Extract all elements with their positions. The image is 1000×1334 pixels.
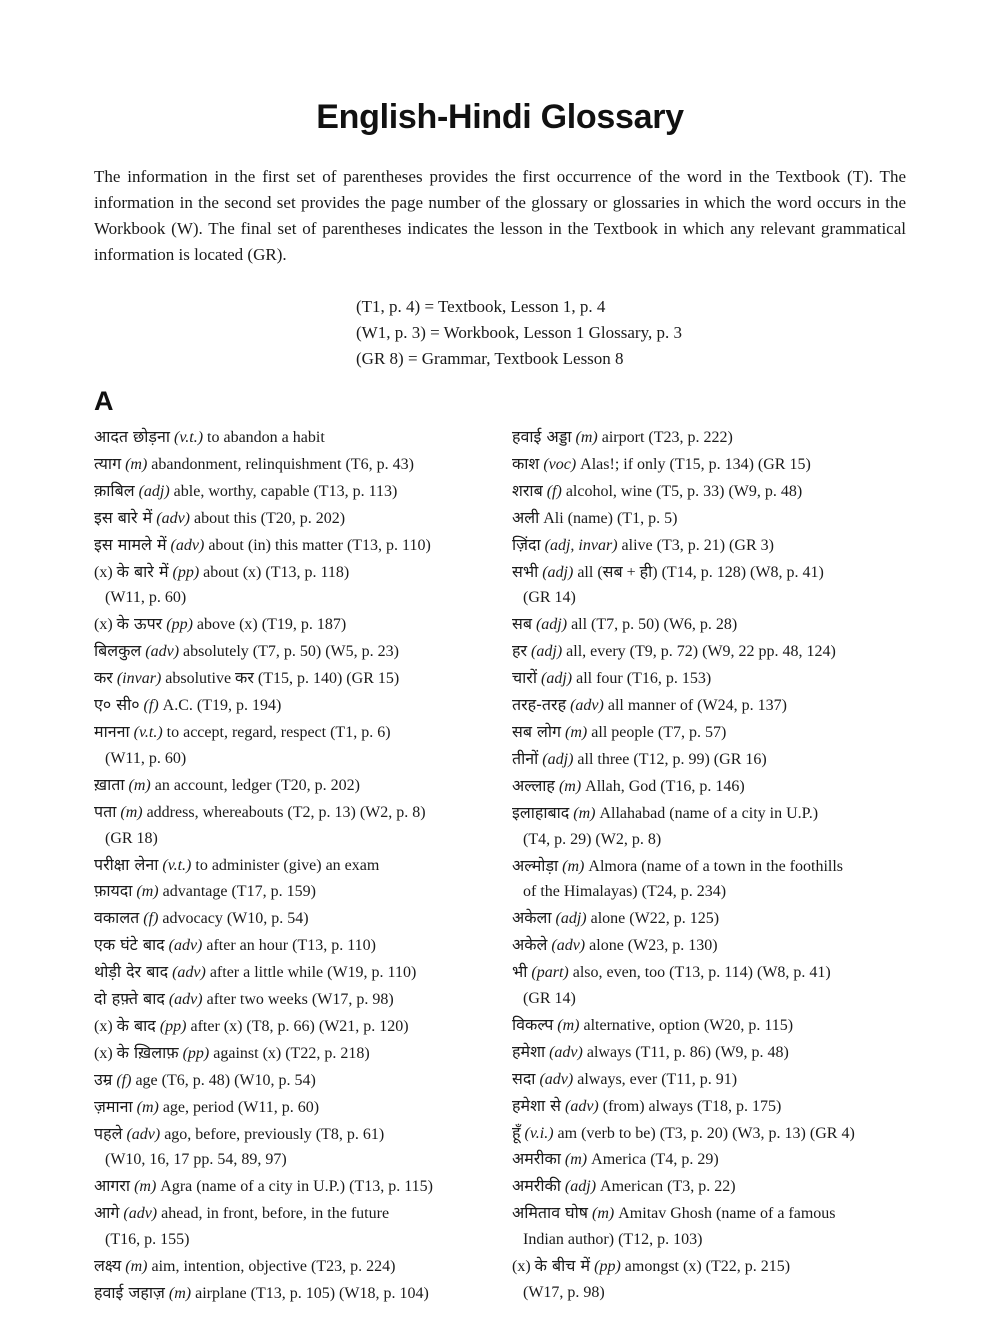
entry-headword: के बारे में [116, 561, 169, 581]
entry-definition: (W17, p. 98) [523, 1284, 605, 1301]
entry-headword: लक्ष्य [94, 1256, 122, 1276]
entry-headword: के बीच में [534, 1256, 591, 1276]
glossary-entry [94, 505, 494, 532]
entry-part-of-speech: (adj) [542, 750, 574, 768]
entry-definition: always (T11, p. 86) (W9, p. 48) [586, 1043, 789, 1061]
glossary-entry [94, 559, 494, 612]
entry-definition: Agra (name of a city in U.P.) (T13, p. 115) [160, 1178, 433, 1196]
entry-headword: त्याग [94, 453, 122, 473]
entry-headword: तीनों [512, 748, 539, 768]
entry-part-of-speech: (adv) [126, 1125, 161, 1143]
entry-definition: Alas!; if only (T15, p. 134) (GR 15) [580, 455, 811, 473]
legend-line: (W1, p. 3) = Workbook, Lesson 1 Glossary, p. 3 [356, 323, 682, 342]
entry-part-of-speech: (f) [546, 482, 562, 500]
entry-headword: हवाई अड्डा [512, 427, 572, 446]
left-column [94, 424, 494, 1307]
entry-headword: काश [512, 453, 540, 473]
entry-part-of-speech: (part) [531, 964, 569, 982]
entry-definition: address, whereabouts (T2, p. 13) (W2, p. 8) [146, 803, 426, 821]
glossary-entry [94, 451, 494, 478]
entry-definition: after an hour (T13, p. 110) [206, 937, 376, 955]
entry-headword: मानना [94, 721, 130, 741]
glossary-entry [94, 1040, 494, 1067]
entry-part-of-speech: (voc) [543, 455, 577, 473]
entry-part-of-speech: (m) [565, 723, 588, 741]
entry-headword: सब लोग [512, 721, 562, 741]
entry-headword: के बाद [116, 1015, 156, 1035]
entry-definition: advocacy (W10, p. 54) [162, 910, 309, 928]
entry-definition: age (T6, p. 48) (W10, p. 54) [135, 1071, 316, 1089]
entry-definition: amongst (x) (T22, p. 215) [624, 1258, 791, 1276]
entry-headword: फ़ायदा [94, 881, 133, 901]
entry-part-of-speech: (pp) [159, 1017, 187, 1035]
entry-definition: ago, before, previously (T8, p. 61) [164, 1125, 385, 1143]
entry-definition: (GR 14) [523, 589, 576, 607]
entry-part-of-speech: (m) [575, 429, 598, 446]
entry-part-of-speech: (invar) [116, 670, 162, 688]
glossary-entry [512, 532, 912, 559]
entry-definition: advantage (T17, p. 159) [162, 883, 316, 901]
glossary-entry [512, 1039, 912, 1066]
entry-headword: इस मामले में [94, 534, 167, 554]
entry-part-of-speech: (m) [564, 1151, 588, 1169]
entry-definition: all (T7, p. 50) (W6, p. 28) [571, 616, 738, 634]
glossary-entry [512, 451, 912, 478]
glossary-entry [94, 665, 494, 692]
glossary-entry [94, 478, 494, 505]
glossary-entry [94, 878, 494, 905]
glossary-entry [512, 1200, 912, 1253]
entry-part-of-speech: (adj, invar) [544, 536, 618, 554]
entry-headword: अल्लाह [512, 775, 555, 795]
entry-definition: (T4, p. 29) (W2, p. 8) [523, 830, 662, 848]
entry-headword: हमेशा [512, 1041, 546, 1061]
entry-part-of-speech: (adv) [565, 1097, 599, 1115]
entry-headword: ख़ाता [94, 774, 125, 794]
entry-definition: (W11, p. 60) [105, 589, 187, 607]
entry-headword: आगे [94, 1203, 120, 1223]
entry-definition: all, every (T9, p. 72) (W9, 22 pp. 48, 124) [566, 643, 836, 661]
entry-definition: to accept, regard, respect (T1, p. 6) [166, 723, 391, 741]
entry-definition: to administer (give) an exam [195, 856, 380, 874]
entry-definition: against (x) (T22, p. 218) [213, 1044, 370, 1062]
glossary-entry [512, 1120, 912, 1147]
entry-part-of-speech: (pp) [182, 1044, 210, 1062]
entry-headword: तरह-तरह [512, 695, 567, 715]
glossary-entry [94, 719, 494, 772]
entry-headword: सदा [512, 1068, 536, 1088]
entry-headword: वकालत [94, 908, 140, 928]
entry-definition: (from) always (T18, p. 175) [602, 1097, 782, 1115]
entry-part-of-speech: (adv) [123, 1205, 158, 1223]
glossary-entry [512, 959, 912, 1012]
glossary-entry [94, 424, 494, 451]
entry-definition: America (T4, p. 29) [591, 1151, 719, 1169]
entry-definition: all manner of (W24, p. 137) [607, 697, 787, 715]
glossary-entry [512, 665, 912, 692]
entry-part-of-speech: (adv) [551, 937, 586, 955]
entry-headword: भी [512, 962, 528, 982]
entry-definition: Almora (name of a town in the foothills [588, 857, 843, 875]
entry-definition: after a little while (W19, p. 110) [209, 964, 417, 982]
entry-part-of-speech: (adv) [156, 509, 191, 527]
entry-definition: alone (W22, p. 125) [590, 910, 720, 928]
entry-definition: all people (T7, p. 57) [591, 723, 727, 741]
entry-headword: क़ाबिल [94, 480, 135, 500]
entry-part-of-speech: (m) [558, 777, 582, 795]
glossary-entry [512, 505, 912, 532]
entry-headword: सभी [512, 561, 539, 581]
entry-part-of-speech: (pp) [166, 616, 193, 634]
entry-headword: के ऊपर [116, 614, 163, 634]
glossary-entry [94, 692, 494, 719]
page-title: English-Hindi Glossary [316, 98, 684, 136]
entry-definition: able, worthy, capable (T13, p. 113) [173, 482, 398, 500]
legend-line: (T1, p. 4) = Textbook, Lesson 1, p. 4 [356, 297, 606, 316]
glossary-entry [94, 638, 494, 665]
glossary-entry [512, 478, 912, 505]
glossary-entry [512, 692, 912, 719]
right-column [512, 424, 912, 1306]
entry-part-of-speech: (adj) [541, 670, 573, 688]
entry-headword: चारों [512, 668, 537, 688]
entry-part-of-speech: (m) [562, 857, 585, 875]
entry-part-of-speech: (m) [136, 883, 159, 901]
entry-definition: alive (T3, p. 21) (GR 3) [621, 536, 774, 554]
entry-definition: Allah, God (T16, p. 146) [585, 777, 745, 795]
entry-part-of-speech: (m) [557, 1016, 580, 1034]
entry-definition: about (in) this matter (T13, p. 110) [208, 536, 431, 554]
entry-definition: alternative, option (W20, p. 115) [583, 1016, 794, 1034]
entry-definition: Indian author) (T12, p. 103) [523, 1231, 703, 1249]
entry-headword: पता [94, 801, 117, 821]
glossary-entry [94, 1121, 494, 1174]
glossary-entry [512, 905, 912, 932]
glossary-entry [94, 1094, 494, 1121]
entry-headword: शराब [512, 480, 543, 500]
entry-headword: ज़िंदा [512, 534, 541, 554]
entry-headword: एक घंटे बाद [94, 935, 165, 955]
entry-headword: थोड़ी देर बाद [94, 962, 169, 982]
entry-definition: after two weeks (W17, p. 98) [206, 991, 394, 1009]
entry-definition: American (T3, p. 22) [600, 1178, 736, 1196]
entry-part-of-speech: (m) [573, 804, 596, 822]
glossary-entry [94, 1253, 494, 1280]
glossary-entry [512, 932, 912, 959]
entry-headword: अमरीका [512, 1149, 561, 1169]
entry-definition: an account, ledger (T20, p. 202) [154, 776, 360, 794]
entry-headword: इस बारे में [94, 507, 153, 527]
glossary-entry [512, 719, 912, 746]
entry-headword: विकल्प [512, 1014, 554, 1034]
entry-headword: अल्मोड़ा [512, 855, 559, 875]
entry-part-of-speech: (v.t.) [174, 429, 204, 446]
glossary-entry [512, 424, 912, 451]
entry-headword: अकेला [512, 908, 552, 928]
glossary-entry [512, 638, 912, 665]
entry-definition: all (सब + ही) (T14, p. 128) (W8, p. 41) [577, 563, 824, 581]
entry-definition: alone (W23, p. 130) [589, 937, 718, 955]
entry-definition: to abandon a habit [207, 429, 325, 446]
entry-part-of-speech: (adv) [570, 697, 604, 715]
entry-headword: आदत छोड़ना [94, 427, 170, 446]
glossary-entry [94, 532, 494, 559]
entry-part-of-speech: (v.i.) [524, 1124, 554, 1142]
glossary-entry [512, 773, 912, 800]
entry-part-of-speech: (pp) [172, 563, 200, 581]
entry-definition: ahead, in front, before, in the future [161, 1205, 390, 1223]
entry-object-marker: (x) [94, 616, 117, 634]
entry-headword: अमरीकी [512, 1176, 561, 1196]
entry-headword: हूँ [512, 1122, 521, 1142]
entry-definition: all three (T12, p. 99) (GR 16) [577, 750, 767, 768]
entry-part-of-speech: (adj) [138, 482, 170, 500]
entry-object-marker: (x) [512, 1258, 535, 1276]
entry-part-of-speech: (m) [592, 1205, 615, 1223]
entry-headword: परीक्षा लेना [94, 854, 159, 874]
entry-headword: हर [512, 641, 528, 661]
entry-definition: airplane (T13, p. 105) (W18, p. 104) [195, 1285, 429, 1302]
glossary-entry [512, 1012, 912, 1039]
entry-headword: कर [94, 668, 113, 688]
entry-definition: absolutive कर (T15, p. 140) (GR 15) [165, 670, 400, 688]
entry-part-of-speech: (adv) [145, 643, 180, 661]
entry-definition: (GR 18) [105, 829, 158, 847]
entry-part-of-speech: (f) [116, 1071, 132, 1089]
glossary-entry [94, 772, 494, 799]
glossary-entry [94, 932, 494, 959]
entry-definition: also, even, too (T13, p. 114) (W8, p. 41) [572, 964, 831, 982]
entry-part-of-speech: (f) [143, 697, 159, 715]
entry-definition: Allahabad (name of a city in U.P.) [599, 804, 819, 822]
glossary-entry [94, 905, 494, 932]
entry-headword: सब [512, 614, 532, 634]
glossary-entry [94, 611, 494, 638]
entry-definition: (GR 14) [523, 990, 576, 1008]
entry-part-of-speech: (adv) [549, 1043, 583, 1061]
entry-definition: airport (T23, p. 222) [601, 429, 733, 446]
entry-part-of-speech: (m) [136, 1098, 159, 1116]
entry-headword: अकेले [512, 935, 548, 955]
entry-part-of-speech: (m) [168, 1285, 192, 1302]
entry-part-of-speech: (adv) [539, 1070, 574, 1088]
entry-headword: बिलकुल [94, 641, 142, 661]
entry-part-of-speech: (m) [120, 803, 143, 821]
entry-part-of-speech: (adj) [531, 643, 563, 661]
entry-definition: (W10, 16, 17 pp. 54, 89, 97) [105, 1151, 287, 1169]
entry-definition: aim, intention, objective (T23, p. 224) [151, 1258, 396, 1276]
entry-part-of-speech: (pp) [594, 1258, 621, 1276]
glossary-entry [512, 559, 912, 612]
glossary-entry [512, 1093, 912, 1120]
entry-object-marker: (x) [94, 1044, 117, 1062]
entry-headword: ज़माना [94, 1096, 133, 1116]
entry-definition: above (x) (T19, p. 187) [196, 616, 347, 634]
entry-definition: of the Himalayas) (T24, p. 234) [523, 883, 727, 901]
entry-part-of-speech: (adv) [172, 964, 206, 982]
entry-part-of-speech: (m) [134, 1178, 157, 1196]
glossary-entry [94, 1173, 494, 1200]
entry-object-marker: (x) [94, 563, 117, 581]
entry-definition: Amitav Ghosh (name of a famous [618, 1205, 836, 1223]
glossary-entry [94, 1013, 494, 1040]
entry-definition: A.C. (T19, p. 194) [162, 697, 282, 715]
entry-headword: हमेशा से [512, 1095, 561, 1115]
entry-headword: हवाई जहाज़ [94, 1283, 165, 1302]
entry-definition: age, period (W11, p. 60) [162, 1098, 320, 1116]
glossary-entry [512, 611, 912, 638]
entry-definition: about this (T20, p. 202) [194, 509, 346, 527]
entry-headword: उम्र [94, 1069, 113, 1089]
glossary-entry [94, 986, 494, 1013]
entry-headword: के ख़िलाफ़ [116, 1042, 179, 1062]
entry-definition: after (x) (T8, p. 66) (W21, p. 120) [190, 1017, 409, 1035]
entry-headword: पहले [94, 1123, 123, 1143]
legend-line: (GR 8) = Grammar, Textbook Lesson 8 [356, 349, 624, 368]
glossary-entry [512, 1253, 912, 1306]
entry-part-of-speech: (adv) [170, 536, 205, 554]
glossary-entry [94, 799, 494, 852]
entry-part-of-speech: (m) [125, 1258, 148, 1276]
entry-part-of-speech: (adj) [542, 563, 574, 581]
entry-definition: (T16, p. 155) [105, 1231, 190, 1249]
entry-part-of-speech: (m) [125, 455, 148, 473]
glossary-entry [94, 1280, 494, 1307]
entry-headword: दो हफ़्ते बाद [94, 989, 165, 1009]
entry-definition: Ali (name) (T1, p. 5) [543, 509, 678, 527]
intro-paragraph: The information in the first set of parentheses provides the first occurrence of the word in the Textbook (T). The information in the second set provides the page number of the glossary or glossaries in which the word occurs in the Workbook (W). The final set of parentheses indicates the lesson in the Textbook in which any relevant grammatical information is located (GR). [94, 167, 906, 264]
entry-definition: always, ever (T11, p. 91) [577, 1070, 738, 1088]
glossary-entry [94, 1200, 494, 1253]
entry-definition: about (x) (T13, p. 118) [203, 563, 350, 581]
glossary-entry [512, 1146, 912, 1173]
entry-part-of-speech: (f) [143, 910, 159, 928]
entry-object-marker: (x) [94, 1017, 117, 1035]
glossary-entry [512, 746, 912, 773]
entry-definition: (W11, p. 60) [105, 749, 187, 767]
entry-part-of-speech: (v.t.) [133, 723, 163, 741]
entry-part-of-speech: (adj) [564, 1178, 597, 1196]
section-letter: A [94, 386, 114, 416]
entry-headword: आगरा [94, 1176, 131, 1196]
entry-part-of-speech: (adv) [168, 937, 203, 955]
entry-definition: absolutely (T7, p. 50) (W5, p. 23) [183, 643, 399, 661]
entry-definition: all four (T16, p. 153) [576, 670, 712, 688]
glossary-entry [512, 1066, 912, 1093]
entry-part-of-speech: (adj) [555, 910, 587, 928]
entry-part-of-speech: (m) [128, 776, 151, 794]
entry-headword: ए० सी० [94, 695, 140, 715]
glossary-entry [512, 1173, 912, 1200]
entry-part-of-speech: (adv) [168, 991, 203, 1009]
glossary-entry [512, 800, 912, 853]
glossary-entry [94, 1067, 494, 1094]
entry-definition: abandonment, relinquishment (T6, p. 43) [151, 455, 414, 473]
entry-part-of-speech: (v.t.) [162, 856, 192, 874]
entry-definition: am (verb to be) (T3, p. 20) (W3, p. 13) (GR 4) [557, 1124, 855, 1142]
glossary-entry [512, 853, 912, 906]
entry-part-of-speech: (adj) [535, 616, 568, 634]
glossary-entry [94, 852, 494, 879]
entry-headword: इलाहाबाद [512, 802, 570, 822]
entry-headword: अली [512, 507, 540, 527]
glossary-entry [94, 959, 494, 986]
legend [356, 294, 682, 372]
entry-definition: alcohol, wine (T5, p. 33) (W9, p. 48) [565, 482, 803, 500]
entry-headword: अमिताव घोष [512, 1203, 589, 1223]
